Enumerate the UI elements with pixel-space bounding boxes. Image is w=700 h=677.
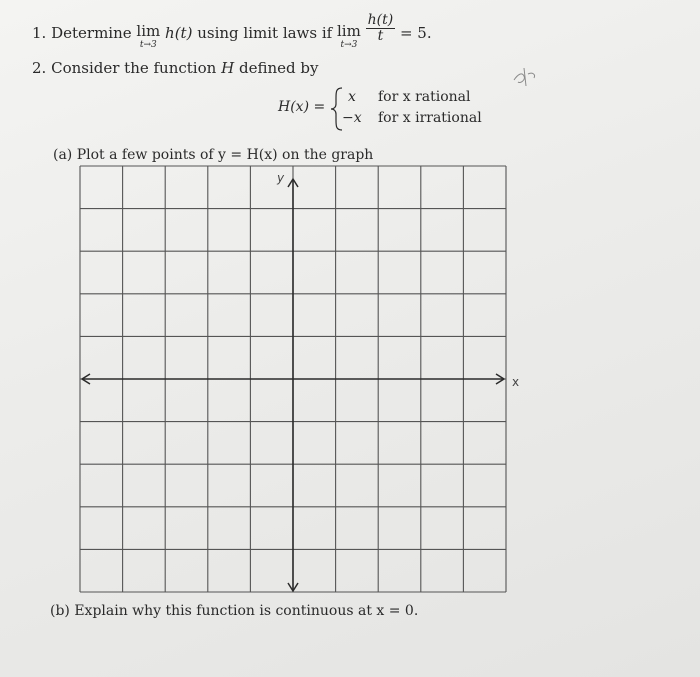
q1-number: 1.	[32, 24, 47, 42]
q1-text-middle: using limit laws if	[197, 24, 333, 42]
part-a-label: (a) Plot a few points of y = H(x) on the graph	[53, 147, 374, 163]
q1-text-before: Determine	[51, 24, 132, 42]
case1-expr: x	[348, 89, 356, 105]
q1-limit-2: lim t→3	[337, 22, 361, 50]
case1-cond: for x rational	[378, 89, 471, 105]
q1-function: h(t)	[165, 24, 193, 42]
axes	[82, 179, 504, 591]
x-axis-label: x	[512, 375, 520, 389]
q2-func-name: H	[221, 59, 235, 77]
q2-number: 2.	[32, 59, 47, 77]
case2-expr: −x	[342, 110, 362, 126]
q2-text-after: defined by	[238, 59, 319, 77]
piecewise-lhs: H(x) =	[278, 99, 326, 115]
y-axis-label: y	[277, 171, 285, 185]
q1-equals: = 5.	[399, 24, 432, 42]
q1-limit: lim t→3	[136, 22, 161, 50]
q1-fraction: $\frac{h(t)}{t}$	[367, 11, 394, 44]
part-b-label: (b) Explain why this function is continuous at x = 0.	[50, 603, 419, 619]
case2-cond: for x irrational	[378, 110, 482, 126]
q2-text: Consider the function	[51, 59, 217, 77]
